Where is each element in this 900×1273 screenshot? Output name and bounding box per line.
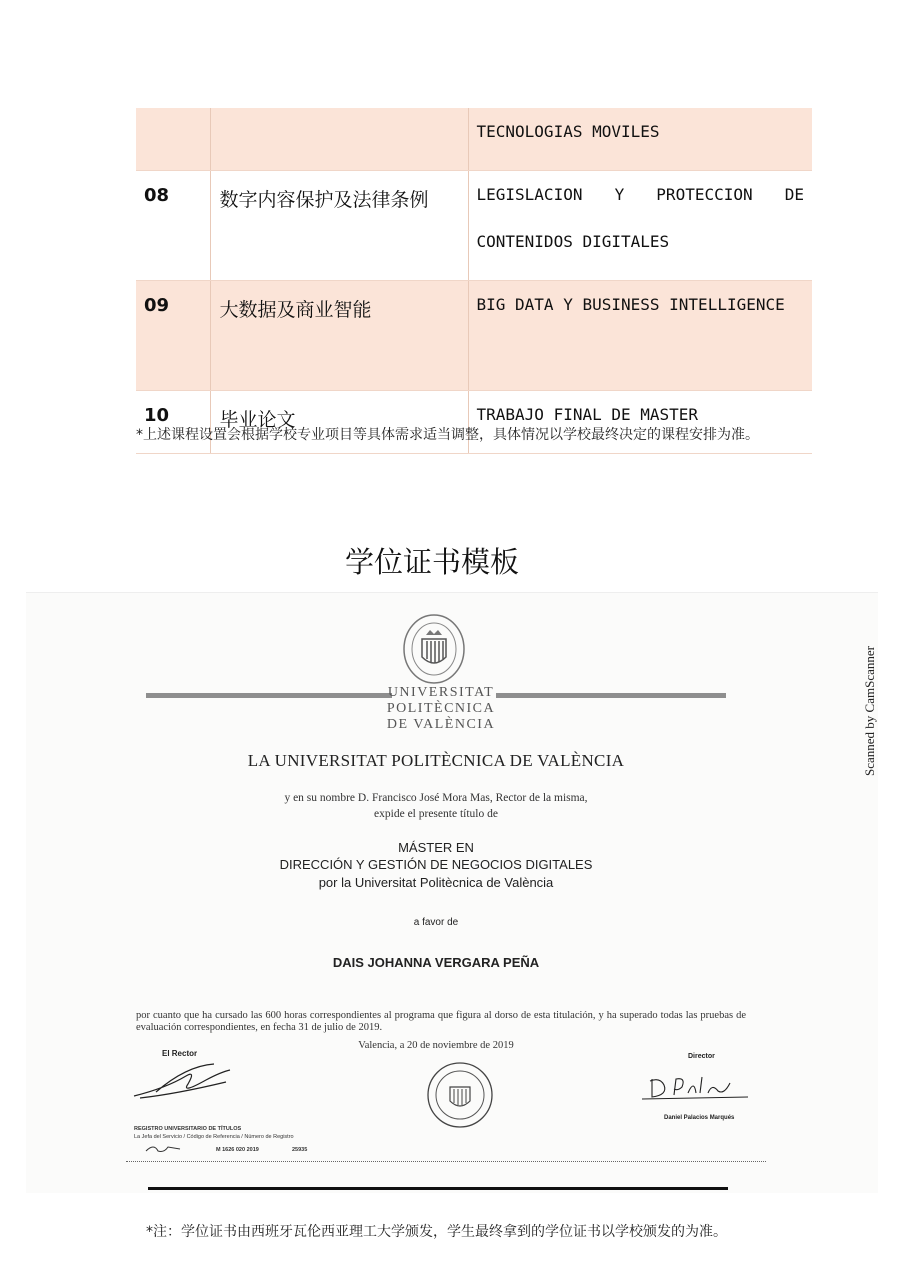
table-row bbox=[136, 171, 812, 281]
curriculum-note: *上述课程设置会根据学校专业项目等具体需求适当调整，具体情况以学校最终决定的课程安排为准。 bbox=[136, 427, 759, 443]
university-stamp-icon bbox=[426, 1061, 494, 1129]
table-row bbox=[136, 108, 812, 171]
director-label: Director bbox=[688, 1053, 715, 1060]
registry-title: REGISTRO UNIVERSITARIO DE TÍTULOS bbox=[134, 1126, 242, 1132]
director-signature bbox=[638, 1069, 758, 1105]
place-date: Valencia, a 20 de noviembre de 2019 bbox=[358, 1040, 514, 1051]
course-number: 08 bbox=[136, 171, 210, 281]
table-row bbox=[136, 391, 812, 454]
rector-signature bbox=[126, 1058, 246, 1103]
logo-line: DE VALÈNCIA bbox=[386, 717, 496, 732]
rector-label: El Rector bbox=[162, 1049, 198, 1058]
course-name-cn bbox=[210, 108, 468, 171]
section-title: 学位证书模板 bbox=[344, 545, 519, 579]
course-name-cn: 数字内容保护及法律条例 bbox=[210, 171, 468, 281]
certificate-note: *注：学位证书由西班牙瓦伦西亚理工大学颁发，学生最终拿到的学位证书以学校颁发的为准。 bbox=[146, 1224, 727, 1240]
logo-line: POLITÈCNICA bbox=[386, 701, 496, 716]
certificate-body: por cuanto que ha cursado las 600 horas correspondientes al programa que figura al dorso de esta titulación, y ha superado todas las pruebas de evaluación correspondientes, en fecha 31 de julio de 2019. bbox=[136, 1010, 746, 1033]
scanner-watermark: Scanned by CamScanner bbox=[862, 646, 877, 776]
course-table bbox=[136, 108, 812, 454]
issue-line: expide el presente título de bbox=[374, 808, 498, 820]
registry-code: M 1626 020 2019 bbox=[216, 1147, 259, 1153]
course-name-es: LEGISLACION Y PROTECCION DE CONTENIDOS DIGITALES bbox=[468, 171, 812, 281]
course-name-es: TRABAJO FINAL DE MASTER bbox=[468, 391, 812, 454]
bottom-rule bbox=[148, 1187, 728, 1190]
degree-line: MÁSTER EN bbox=[398, 840, 474, 855]
course-number bbox=[136, 108, 210, 171]
fine-print bbox=[126, 1161, 766, 1163]
registry-columns: La Jefa del Servicio / Código de Referencia / Número de Registro bbox=[134, 1134, 294, 1140]
course-name-es: BIG DATA Y BUSINESS INTELLIGENCE bbox=[468, 281, 812, 391]
header-rule bbox=[496, 693, 726, 698]
logo-line: UNIVERSITAT bbox=[387, 685, 495, 700]
degree-line: DIRECCIÓN Y GESTIÓN DE NEGOCIOS DIGITALES bbox=[279, 857, 593, 872]
university-seal-icon bbox=[402, 613, 466, 685]
registry-number: 25935 bbox=[292, 1147, 308, 1153]
header-rule bbox=[146, 693, 392, 698]
table-row bbox=[136, 281, 812, 391]
recipient-name: DAIS JOHANNA VERGARA PEÑA bbox=[332, 955, 540, 970]
favor-line: a favor de bbox=[413, 917, 459, 928]
director-name: Daniel Palacios Marqués bbox=[664, 1115, 735, 1121]
registry-signature bbox=[144, 1141, 184, 1155]
certificate-heading: LA UNIVERSITAT POLITÈCNICA DE VALÈNCIA bbox=[247, 751, 625, 770]
university-logo-text bbox=[366, 685, 516, 733]
course-number: 09 bbox=[136, 281, 210, 391]
course-name-es: TECNOLOGIAS MOVILES bbox=[468, 108, 812, 171]
course-number: 10 bbox=[136, 391, 210, 454]
course-name-cn: 毕业论文 bbox=[210, 391, 468, 454]
course-name-cn: 大数据及商业智能 bbox=[210, 281, 468, 391]
degree-line: por la Universitat Politècnica de València bbox=[318, 875, 554, 890]
rector-line: y en su nombre D. Francisco José Mora Mas, Rector de la misma, bbox=[284, 792, 588, 804]
certificate-image bbox=[26, 592, 878, 1193]
